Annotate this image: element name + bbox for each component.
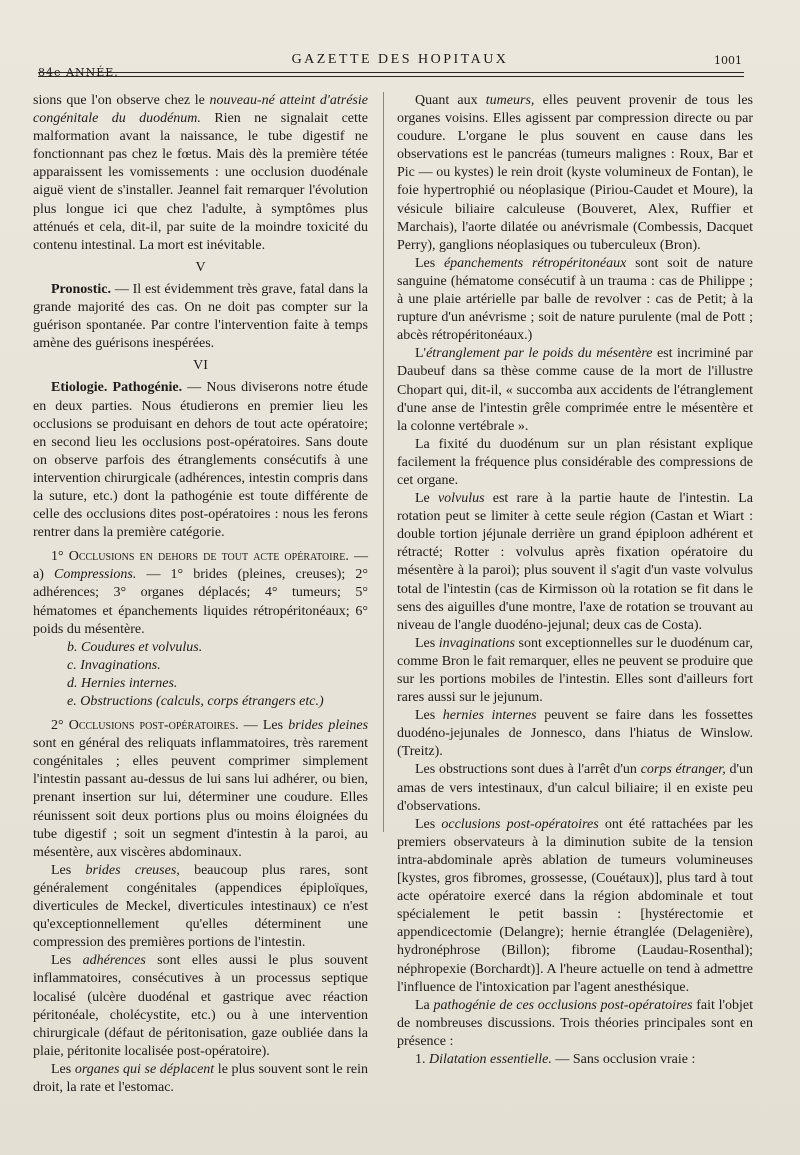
section-heading-v: V	[195, 259, 206, 275]
page-header	[0, 52, 800, 82]
list-item: d. Hernies internes.	[67, 675, 178, 691]
paragraph-volvulus: Le volvulus est rare à la partie haute de l'intestin. La rotation peut se limiter à cette seule région (Castan et Wiart : double tortion jéjunale derrière un grand épiploon adhérent et rétracté; Rotter : volvulus après fixation opératoire du mésentère à la paroi); plus souvent il s'agit d'un vaste volvulus total de l'intestin (cas de Kirmisson où la rotation se fit dans le sens des aiguilles d'une montre, l'axe de rotation se trouvant au niveau de l'angle duodéno-jejunal; deux cas de Costa).	[397, 491, 754, 633]
paragraph-newborn: sions que l'on observe chez le nouveau-né atteint d'atrésie congénitale du duodénum. Rien ne signalait cette malformation avant la naissance, le tube digestif ne fonctionnant pas chez le fœtus. Mais dès la première tétée apparaissent les vomissements : une occlusion duodénale aiguë vient de s'installer. Jeannel fait remarquer l'évolution plus longue ici que chez l'adulte, à symptômes plus atténués et cela, dit-il, par suite de la moindre toxicité du contenu intestinal. La mort est inévitable.	[33, 93, 368, 253]
paragraph-pronostic: Pronostic. — Il est évidemment très grave, fatal dans la grande majorité des cas. On ne doit pas compter sur la guérison spontanée. Par contre l'intervention faite à temps amène des guérisons inespérées.	[33, 281, 368, 352]
right-column	[397, 92, 753, 1069]
list-item: b. Coudures et volvulus.	[67, 639, 203, 655]
paragraph-etiologie: Etiologie. Pathogénie. — Nous diviserons notre étude en deux parties. Nous étudierons en premier lieu les occlusions se produisant en dehors de tout acte opératoire; en second lieu les occlusions post-opératoires. Sans doute on observe parfois des étranglements consécutifs à une intervention chirurgicale (adhérences, intestin compris dans la suture, etc.) dont la pathogénie est toute différente de celle des occlusions dites post-opératoires : nous les ferons rentrer dans la première catégorie.	[33, 380, 368, 541]
paragraph-etranglement: L'étranglement par le poids du mésentère est incriminé par Daubeuf dans sa thèse comme cause de la mort de l'illustre Chopart qui, dit-il, « succomba aux accidents de l'étranglement d'une anse de l'intestin grêle comprimée entre le mésentère et la colonne vertébrale ».	[397, 346, 754, 434]
year-label: 84e ANNÉE.	[38, 66, 119, 79]
paragraph-fixite: La fixité du duodénum sur un plan résistant explique facilement la fréquence plus considérable des compressions de cet organe.	[397, 436, 753, 488]
paragraph-pathogenie: La pathogénie de ces occlusions post-opératoires fait l'objet de nombreuses discussions. Trois théories principales sont en présence :	[397, 997, 754, 1049]
paragraph-obstructions: Les obstructions sont dues à l'arrêt d'un corps étranger, d'un amas de vers intestinaux, d'un calcul biliaire; il en existe peu d'observations.	[397, 762, 753, 814]
paragraph-brides-creuses: Les brides creuses, beaucoup plus rares, sont généralement congénitales (appendices épiploïques, diverticules de Meckel, diverticules intestinaux) ce n'est qu'exceptionnellement qu'elles déterminent une compression des premières portions de l'intestin.	[33, 862, 368, 951]
journal-title: GAZETTE DES HOPITAUX	[291, 52, 509, 67]
left-column	[33, 92, 368, 1097]
paragraph-dilatation: 1. Dilatation essentielle. — Sans occlusion vraie :	[415, 1051, 696, 1067]
paragraph-organes: Les organes qui se déplacent le plus souvent sont le rein droit, la rate et l'estomac.	[33, 1061, 369, 1095]
section-heading-vi: VI	[193, 358, 208, 374]
header-rule	[38, 72, 744, 73]
column-divider	[383, 92, 384, 832]
page-number: 1001	[714, 54, 742, 67]
header-rule-thin	[38, 76, 744, 77]
paragraph-tumeurs: Quant aux tumeurs, elles peuvent provenir de tous les organes voisins. Elles agissent par compression directe ou par coudure. L'organe le plus souvent en cause dans les observations est le pancréas (tumeurs malignes : Roux, Bar et Pic — ou kystes) le rein droit (kyste volumineux de Fontan), le foie hypertrophié ou néoplasique (Piriou-Caudet et Moure), la vésicule biliaire calculeuse (Bouveret, Alex, Ruffier et Marchais), l'aorte dilatée ou anévrismale (Combessis, Dacquet Perry), ganglions néoplasiques ou tuberculeux (Bron).	[397, 93, 753, 253]
list-item: e. Obstructions (calculs, corps étrangers etc.)	[67, 694, 324, 709]
paragraph-occlusions-post-op: Les occlusions post-opératoires ont été rattachées par les premiers observateurs à la diminution subite de la tension intra-abdominale après ablation de tumeurs volumineuses [kystes, gros fibromes, grossesse, (Couétaux)], plus tard à tout acte opératoire exercé dans la région abdominale et tout spécialement le petit bassin : [hystérectomie et appendicectomie (Delangre); hernie étranglée (Delagenière), hydronéphrose (Billon); fibrome (Laudau-Rosenthal); néphropexie (Borchardt)]. A l'heure actuelle on tend à admettre l'influence de l'intoxication par l'agent anesthésique.	[397, 816, 754, 995]
classification-list	[33, 639, 368, 711]
paragraph-epanchements: Les épanchements rétropéritonéaux sont soit de nature sanguine (hématome consécutif à un trauma : cas de Philippe ; à une plaie artérielle par balle de revolver : cas de Petit; à la rupture d'un anévrisme ; soit de nature purulente (mal de Pott ; abcès rétropéritonéaux.)	[397, 255, 754, 344]
list-item: c. Invaginations.	[67, 657, 161, 673]
paragraph-occlusions-2: 2° Occlusions post-opératoires. — Les brides pleines sont en général des reliquats inflammatoires, très rarement congénitales ; elles peuvent comprimer simplement l'intestin passant au-dessus de lui sans lui adhérer, ou bien, prenant insertion sur lui, déterminer une coudure. Elles réunissent soit deux portions plus ou moins éloignées du tube digestif ; soit un segment d'intestin à la paroi, au mésentère, aux viscères abdominaux.	[33, 718, 369, 860]
paragraph-adherences: Les adhérences sont elles aussi le plus souvent inflammatoires, consécutives à un processus septique localisé (ulcère duodénal et gastrique avec réaction péritonéale, cholécystite, etc.) ou à une intervention chirurgicale (défaut de péritonisation, gaze oubliée dans la plaie, péritonite localisée post-opératoire).	[33, 953, 368, 1059]
paragraph-invaginations: Les invaginations sont exceptionnelles sur le duodénum car, comme Bron le fait remarquer, elles ne peuvent se produire que sur les portions mobiles de l'intestin. Elles sont d'ailleurs fort rares aussi sur le jejunum.	[397, 635, 754, 706]
paragraph-hernies: Les hernies internes peuvent se faire dans les fossettes duodéno-jejunales de Jonnesco, dans l'hiatus de Winslow. (Treitz).	[397, 708, 753, 760]
paragraph-occlusions-1: 1° Occlusions en dehors de tout acte opératoire. — a) Compressions. — 1° brides (pleines, creuses); 2° adhérences; 3° organes déplacés; 4° tumeurs; 5° hématomes et épanchements liquides rétropéritonéaux; 6° poids du mésentère.	[33, 549, 369, 637]
